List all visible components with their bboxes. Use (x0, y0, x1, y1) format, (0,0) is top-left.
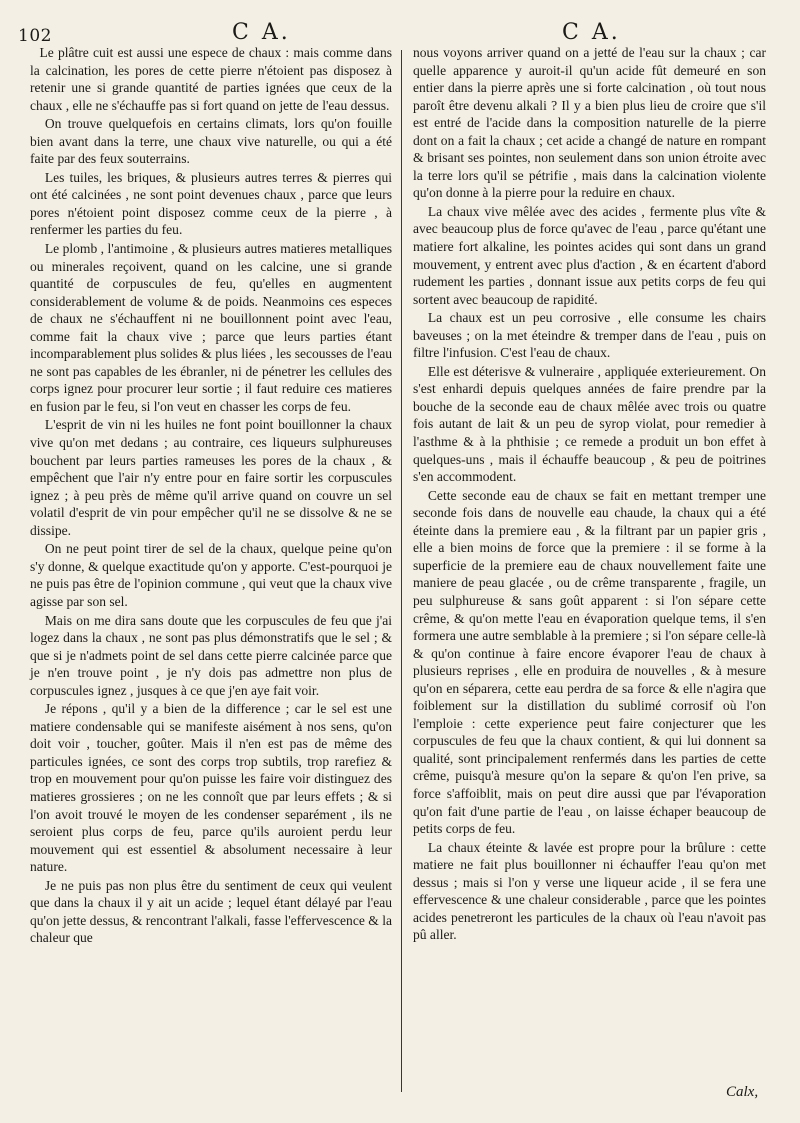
paragraph: Cette seconde eau de chaux se fait en mettant tremper une seconde fois dans de nouvelle eau chaude, la chaux qui a été éteinte dans la premiere eau , & la filtrant par un papier gris , elle a bien moins de force que la premiere : il se forme à la superficie de la premiere eau de chaux nouvellement faite une maniere de peau glacée , ou de crême transparente , fragile, un peu sulphureuse & sans goût apparent : si l'on sépare cette crême, & qu'on mette l'eau en évaporation quelque tems, il s'en formera une autre semblable à la premiere ; si l'on sépare celle-là & qu'on continue à faire encore évaporer l'eau de chaux à plusieurs reprises , elle en produira de nouvelles , & à mesure qu'on en séparera, cette eau perdra de sa force & elle n'agira que foiblement sur la distillation du sublimé corrosif où l'on l'emploie : cette experience peut faire conjecturer que les corpuscules de feu que la chaux contient, & qui lui donnent sa qualité, sont principalement renfermés dans les parties de cette crême, puisqu'à mesure qu'on la separe & qu'on l'en prive, sa force s'affoiblit, mais on peut dire aussi que par l'évaporation qu'on fait d'une partie de l'eau , on laisse échaper beaucoup de petits corps de feu. (413, 487, 766, 837)
column-divider (401, 50, 402, 1092)
paragraph: Elle est déterisve & vulneraire , appliquée exterieurement. On s'est enhardi depuis quelques années de faire prendre par la bouche de la seconde eau de chaux mêlée avec trois ou quatre fois autant de lait & un peu de syrop violat, pour remedier à l'asthme & à la phthisie ; ce remede a produit un bon effet à quelques-uns , mais il échauffe beaucoup , & peu de poitrines s'en accommodent. (413, 363, 766, 485)
paragraph: On trouve quelquefois en certains climats, lors qu'on fouille bien avant dans la terre, une chaux vive naturelle, ou qui a été faite par des feux souterrains. (30, 116, 392, 167)
running-head-left: C A. (232, 20, 291, 45)
paragraph: nous voyons arriver quand on a jetté de l'eau sur la chaux ; car quelle apparence y auroit-il qu'un acide fût demeuré en son entier dans la pierre après une si forte calcination , où tout nous paroît être devenu alkali ? Il y a bien plus lieu de croire que s'il est entré de l'acide dans la composition naturelle de la pierre dont on a fait la chaux ; cet acide a changé de nature en rompant & brisant ses pointes, non seulement dans son union étroite avec la terre lors qu'il se pétrifie , mais dans la calcination violente qu'on donne à la pierre pour la reduire en chaux. (413, 45, 766, 201)
left-column (30, 44, 392, 948)
catchword: Calx, (726, 1084, 759, 1100)
paragraph: Le plomb , l'antimoine , & plusieurs autres matieres metalliques ou minerales reçoivent, quand on les calcine, une si grande quantité de corpuscules de feu, qu'elles en augmentent considerablement de volume & de poids. Neanmoins ces especes de chaux ne s'échauffent ni ne bouillonnent point avec l'eau, comme fait la chaux vive ; parce que leurs parties étant incomparablement plus solides & plus liées , les secousses de l'eau ne sont pas capables de les ébranler, ni de pénetrer les cellules des corps ignez pour procurer leur sortie ; il faut reduire ces matieres en fusion par le feu, si l'on veut en chasser les corps de feu. (30, 241, 392, 414)
paragraph: Les tuiles, les briques, & plusieurs autres terres & pierres qui ont été calcinées , ne sont point devenues chaux , parce que leurs pores n'étoient point disposez comme ceux de la pierre , à renfermer les parties du feu. (30, 169, 392, 238)
paragraph: Je ne puis pas non plus être du sentiment de ceux qui veulent que dans la chaux il y ait un acide ; lequel étant délayé par l'eau qu'on jette dessus, & rencontrant l'alkali, fasse l'effervescence & la chaleur que (30, 877, 392, 946)
page-number: 102 (18, 26, 52, 46)
right-column (413, 44, 766, 945)
paragraph: Je répons , qu'il y a bien de la difference ; car le sel est une matiere condensable qui se manifeste aisément à nos sens, qu'on doit voir , toucher, goûter. Mais il n'en est pas de même des particules ignées, ce sont des corps trop subtils, trop rarefiez & trop en mouvement pour qu'on puisse les faire voir distinguez des matieres grossieres ; on ne les connoît que par leurs effets ; & si l'on avoit trouvé le moyen de les condenser separément , ils ne seroient plus corps de feu, parce qu'ils auroient perdu leur mouvement qui est essentiel & absolument necessaire à leur nature. (30, 701, 392, 875)
paragraph: Le plâtre cuit est aussi une espece de chaux : mais comme dans la calcination, les pores de cette pierre n'étoient pas disposez à retenir une si grande quantité de parties ignées que ceux de la chaux , elle ne s'échauffe pas si fort quand on jette de l'eau dessus. (30, 45, 392, 113)
paragraph: On ne peut point tirer de sel de la chaux, quelque peine qu'on s'y donne, & quelque exactitude qu'on y apporte. C'est-pourquoi je ne puis pas être de l'opinion commune , qui veut que la chaux vive agisse par son sel. (30, 541, 392, 609)
paragraph: Mais on me dira sans doute que les corpuscules de feu que j'ai logez dans la chaux , ne sont pas plus démonstratifs que le sel ; & que si je n'admets point de sel dans cette pierre calcinée parce que je n'en trouve point , je n'y dois pas admettre non plus de corpuscules ignez , jusques à ce que j'en aye fait voir. (30, 612, 392, 698)
paragraph: La chaux est un peu corrosive , elle consume les chairs baveuses ; on la met éteindre & tremper dans de l'eau , puis on filtre l'infusion. C'est l'eau de chaux. (413, 310, 766, 361)
paragraph: La chaux éteinte & lavée est propre pour la brûlure : cette matiere ne fait plus bouillonner ni échauffer l'eau qu'on met dessus ; mais si l'on y verse une liqueur acide , il se fera une effervescence & une chaleur considerable , parce que les pointes acides penetreront les particules de la chaux où l'eau n'avoit pas pû aller. (413, 839, 766, 943)
running-head-right: C A. (562, 20, 621, 45)
paragraph: La chaux vive mêlée avec des acides , fermente plus vîte & avec beaucoup plus de force qu'avec de l'eau , parce qu'étant une matiere fort alkaline, les pointes acides qui sont dans un grand mouvement, y entrent avec plus d'action , & en écartent d'abord rudement les parties , donnant issue aux petits corps de feu qui sortent avec beaucoup de rapidité. (413, 203, 766, 307)
paragraph: L'esprit de vin ni les huiles ne font point bouillonner la chaux vive qu'on met dedans ; au contraire, ces liqueurs sulphureuses bouchent par leurs parties rameuses les pores de la chaux , & empêchent que l'air n'y entre pour en faire sortir les corpuscules ignez ; à peu près de même qu'il arrive quand on couvre un sel volatil d'esprit de vin pour empêcher qu'il ne se dissolve & ne se dissipe. (30, 417, 392, 538)
